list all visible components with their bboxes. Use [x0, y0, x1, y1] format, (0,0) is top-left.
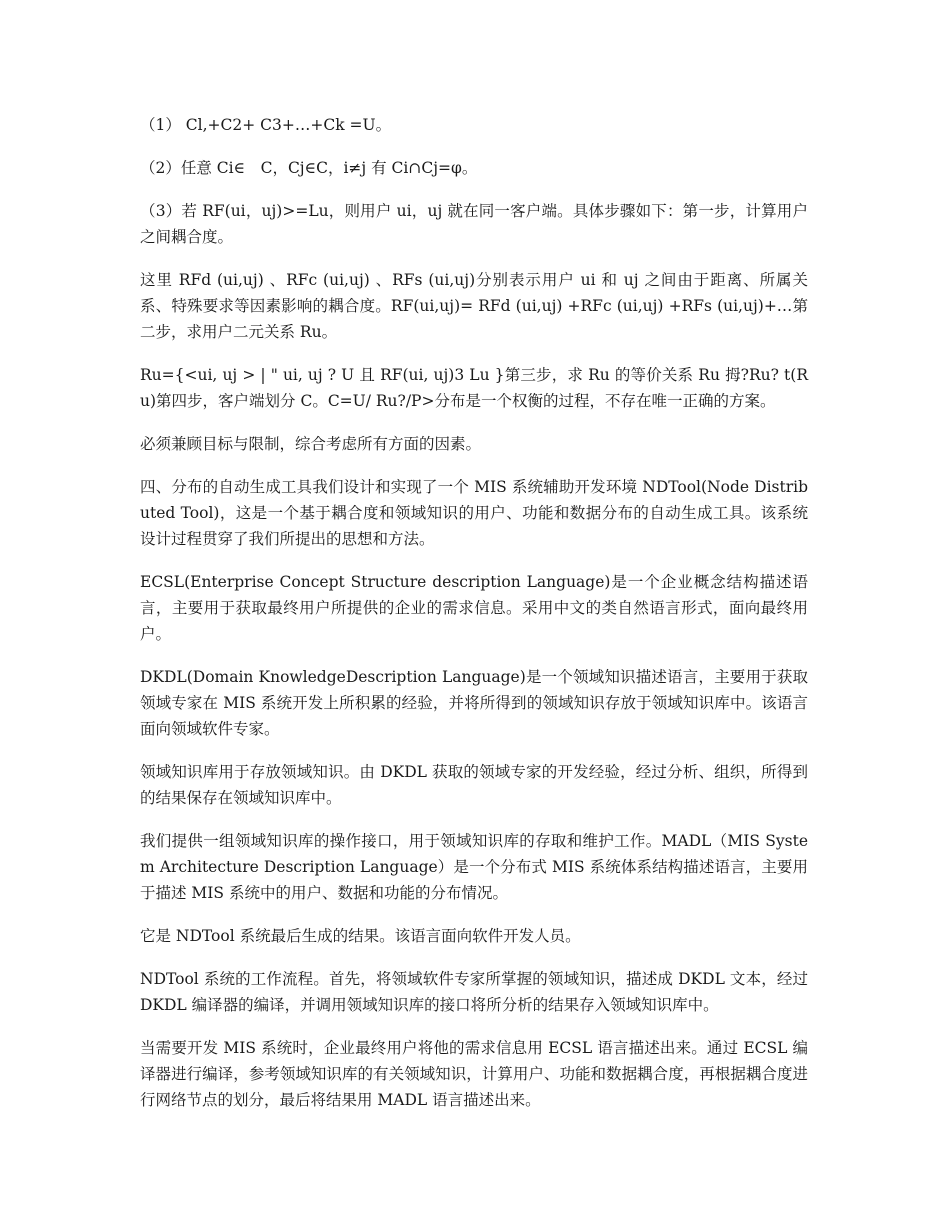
paragraph-coupling-definition: 这里 RFd (ui,uj) 、RFc (ui,uj) 、RFs (ui,uj)分别表示用户 ui 和 uj 之间由于距离、所属关系、特殊要求等因素影响的耦合度。RF(ui,uj)= RFd (ui,uj) +RFc (ui,uj) +RFs (ui,uj)+…第二步，求用户二元关系 Ru。: [140, 271, 808, 341]
paragraph-ecsl: ECSL(Enterprise Concept Structure description Language)是一个企业概念结构描述语言，主要用于获取最终用户所提供的企业的需求信息。采用中文的类自然语言形式，面向最终用户。: [140, 573, 808, 643]
paragraph-workflow: NDTool 系统的工作流程。首先，将领域软件专家所掌握的领域知识，描述成 DKDL 文本，经过 DKDL 编译器的编译，并调用领域知识库的接口将所分析的结果存入领域知识库中。: [140, 970, 808, 1014]
paragraph-ndtool-result: 它是 NDTool 系统最后生成的结果。该语言面向软件开发人员。: [140, 927, 581, 945]
paragraph-knowledge-base: 领域知识库用于存放领域知识。由 DKDL 获取的领域专家的开发经验，经过分析、组织，所得到的结果保存在领域知识库中。: [140, 763, 808, 807]
paragraph-constraints: 必须兼顾目标与限制，综合考虑所有方面的因素。: [140, 435, 482, 453]
paragraph-relation-steps: Ru={<ui, uj > | " ui, uj ? U 且 RF(ui, uj)3 Lu }第三步，求 Ru 的等价关系 Ru 拇?Ru? t(Ru)第四步，客户端划分 C。C=U/ Ru?/P>分布是一个权衡的过程，不存在唯一正确的方案。: [140, 366, 808, 410]
paragraph-condition-1: （1） Cl,+C2+ C3+…+Ck =U。: [140, 116, 392, 134]
paragraph-development-process: 当需要开发 MIS 系统时，企业最终用户将他的需求信息用 ECSL 语言描述出来。通过 ECSL 编译器进行编译，参考领域知识库的有关领域知识，计算用户、功能和数据耦合度，再根据耦合度进行网络节点的划分，最后将结果用 MADL 语言描述出来。: [140, 1039, 808, 1109]
paragraph-section-four: 四、分布的自动生成工具我们设计和实现了一个 MIS 系统辅助开发环境 NDTool(Node Distributed Tool)，这是一个基于耦合度和领域知识的用户、功能和数据分布的自动生成工具。该系统设计过程贯穿了我们所提出的思想和方法。: [140, 478, 808, 548]
paragraph-madl: 我们提供一组领域知识库的操作接口，用于领域知识库的存取和维护工作。MADL（MIS System Architecture Description Language）是一个分布式 MIS 系统体系结构描述语言，主要用于描述 MIS 系统中的用户、数据和功能的分布情况。: [140, 832, 808, 902]
paragraph-condition-3: （3）若 RF(ui，uj)>=Lu，则用户 ui，uj 就在同一客户端。具体步骤如下：第一步，计算用户之间耦合度。: [140, 202, 808, 246]
document-page: [140, 112, 808, 1130]
paragraph-dkdl: DKDL(Domain KnowledgeDescription Language)是一个领域知识描述语言，主要用于获取领域专家在 MIS 系统开发上所积累的经验，并将所得到的领域知识存放于领域知识库中。该语言面向领域软件专家。: [140, 668, 808, 738]
paragraph-condition-2: （2）任意 Ci∈ C，Cj∈C，i≠j 有 Ci∩Cj=φ。: [140, 159, 478, 177]
